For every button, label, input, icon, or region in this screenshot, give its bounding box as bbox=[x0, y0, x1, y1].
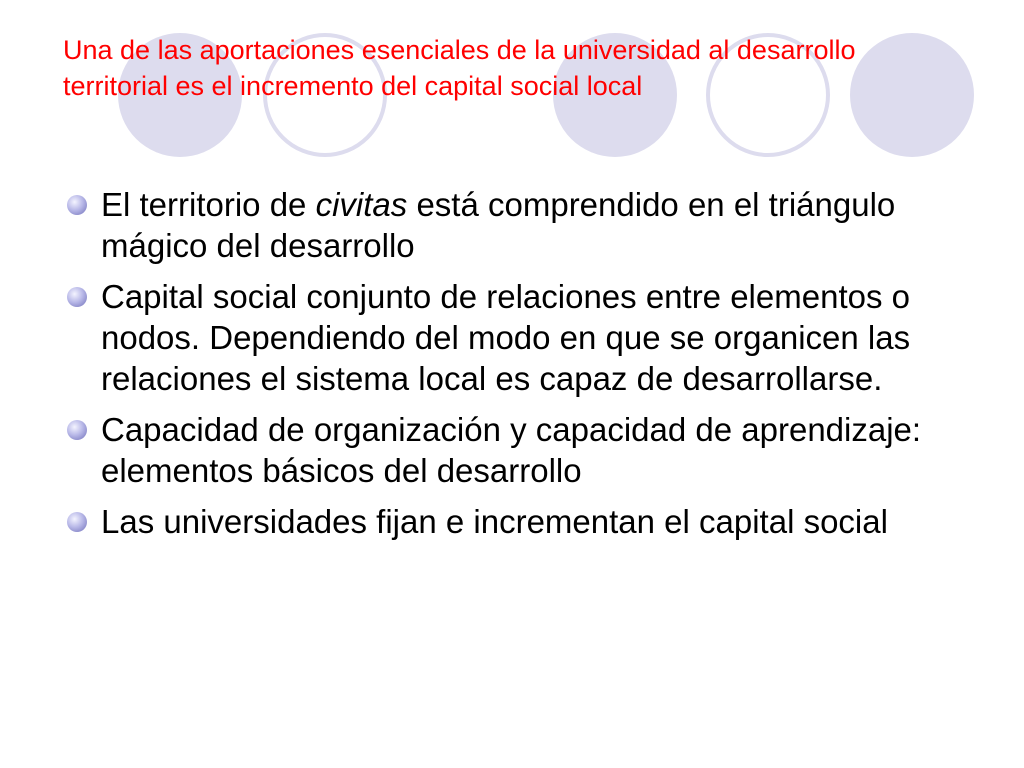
bullet-text-after: está comprendido en el triángulo mágico del desarrollo bbox=[101, 186, 896, 264]
bullet-sphere-icon bbox=[67, 287, 87, 307]
bullet-text: Capacidad de organización y capacidad de aprendizaje: elementos básicos del desarrollo bbox=[101, 411, 922, 489]
bullet-item bbox=[65, 409, 965, 491]
bullet-text-before: El territorio de bbox=[101, 186, 316, 223]
bullet-item bbox=[65, 276, 965, 399]
bullet-text: Capital social conjunto de relaciones entre elementos o nodos. Dependiendo del modo en que se organicen las relaciones el sistema local es capaz de desarrollarse. bbox=[101, 278, 911, 397]
bullet-text-emphasis: civitas bbox=[315, 186, 408, 223]
bullet-list bbox=[65, 184, 965, 552]
bullet-item bbox=[65, 501, 965, 542]
bullet-text: Las universidades fijan e incrementan el capital social bbox=[101, 503, 888, 540]
slide-title: Una de las aportaciones esenciales de la universidad al desarrollo territorial es el incremento del capital social local bbox=[63, 35, 856, 101]
bullet-item bbox=[65, 184, 965, 266]
bullet-sphere-icon bbox=[67, 512, 87, 532]
bullet-sphere-icon bbox=[67, 420, 87, 440]
bullet-sphere-icon bbox=[67, 195, 87, 215]
